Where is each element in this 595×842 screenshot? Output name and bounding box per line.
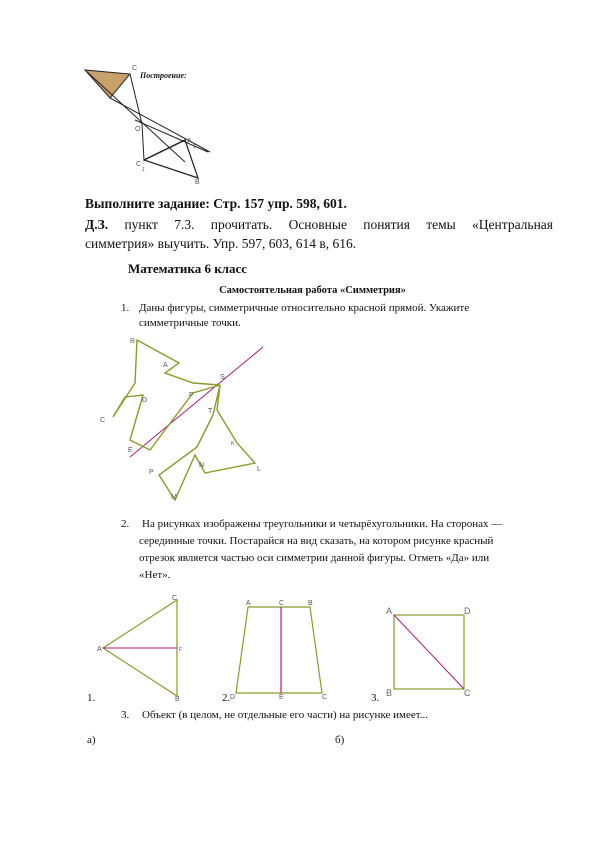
homework-line-2: симметрия» выучить. Упр. 597, 603, 614 в, 616. bbox=[85, 236, 357, 251]
tri-point-f-label: F bbox=[179, 647, 183, 653]
point-e-label: E bbox=[128, 447, 133, 454]
trap-point-c-label: C bbox=[279, 600, 285, 607]
homework-label: Д.З. bbox=[85, 217, 109, 232]
task1-line-1: Даны фигуры, симметричные относительно красной прямой. Укажите bbox=[139, 302, 470, 314]
kite-figure bbox=[85, 70, 130, 98]
point-p-label: P bbox=[149, 469, 154, 476]
trap-point-d-label: D bbox=[230, 694, 236, 700]
point-k-label: K bbox=[231, 441, 235, 447]
homework-line-1 bbox=[85, 217, 553, 233]
task1-figures bbox=[95, 335, 280, 505]
point-o-label: O bbox=[135, 126, 141, 133]
fig-number-2: 2. bbox=[222, 692, 231, 704]
sq-point-b-label: B bbox=[386, 688, 393, 698]
homework-text-1: пункт 7.3. прочитать. Основные понятия темы «Центральная bbox=[108, 217, 553, 232]
trap-point-b-label: B bbox=[308, 600, 313, 607]
point-d-label: D bbox=[142, 397, 148, 404]
point-f-label: F bbox=[189, 392, 194, 399]
task2-number: 2. bbox=[121, 518, 130, 530]
point-c1-label: C bbox=[136, 161, 142, 168]
square-figure bbox=[382, 602, 474, 700]
construction-diagram bbox=[80, 60, 230, 188]
point-m-label: M bbox=[171, 494, 177, 501]
point-b1-label: B bbox=[195, 179, 200, 186]
point-c1-sub: 1 bbox=[142, 167, 145, 173]
task2-line-4: «Нет». bbox=[139, 569, 171, 581]
symmetry-axis bbox=[130, 347, 263, 457]
fig-number-1: 1. bbox=[87, 692, 96, 704]
task2-line-2: серединные точки. Постарайся на вид сказать, на котором рисунке красный bbox=[139, 535, 494, 547]
point-t-label: T bbox=[208, 408, 213, 415]
point-a-label: A bbox=[163, 362, 168, 369]
point-n-label: N bbox=[199, 462, 205, 469]
grade-title: Математика 6 класс bbox=[128, 261, 248, 276]
tri-point-b-label: B bbox=[175, 696, 180, 703]
construction-caption: Построение: bbox=[140, 71, 187, 80]
trap-point-a-label: A bbox=[246, 600, 251, 607]
trap-point-c2-label: C bbox=[322, 694, 328, 700]
square-red-diagonal bbox=[394, 615, 464, 689]
task1-number: 1. bbox=[121, 302, 130, 314]
task2-line-3: отрезок является частью оси симметрии данной фигуры. Отметь «Да» или bbox=[139, 552, 490, 564]
tri-point-a-label: A bbox=[97, 646, 102, 653]
task2-line-1: На рисунках изображены треугольники и четырёхугольники. На сторонах — bbox=[142, 518, 503, 530]
tri-point-c-label: C bbox=[172, 595, 178, 602]
trapezoid-figure bbox=[228, 597, 338, 700]
task3-option-a: а) bbox=[87, 734, 96, 746]
fig-number-3: 3. bbox=[371, 692, 380, 704]
task3-text: Объект (в целом, не отдельные его части) на рисунке имеет... bbox=[142, 709, 428, 721]
point-l-label: L bbox=[257, 466, 261, 473]
point-a1-sub: 1 bbox=[193, 144, 196, 150]
work-title: Самостоятельная работа «Симметрия» bbox=[219, 285, 406, 296]
assignment-text: Выполните задание: Стр. 157 упр. 598, 601. bbox=[85, 196, 347, 211]
point-a1-label: A bbox=[187, 138, 192, 145]
sq-point-a-label: A bbox=[386, 606, 393, 616]
trap-point-e-label: E bbox=[279, 694, 284, 700]
task3-option-b: б) bbox=[335, 734, 345, 746]
point-s-label: S bbox=[220, 374, 225, 381]
point-c-label: C bbox=[100, 417, 106, 424]
sq-point-d-label: D bbox=[464, 606, 471, 616]
sq-point-c-label: C bbox=[464, 688, 471, 698]
kite-image bbox=[144, 140, 198, 178]
point-c-label: C bbox=[132, 65, 138, 72]
triangle-figure bbox=[95, 592, 190, 704]
task3-number: 3. bbox=[121, 709, 130, 721]
point-r-label: R bbox=[130, 338, 136, 345]
task1-line-2: симметричные точки. bbox=[139, 317, 241, 329]
lower-figure bbox=[159, 385, 255, 500]
